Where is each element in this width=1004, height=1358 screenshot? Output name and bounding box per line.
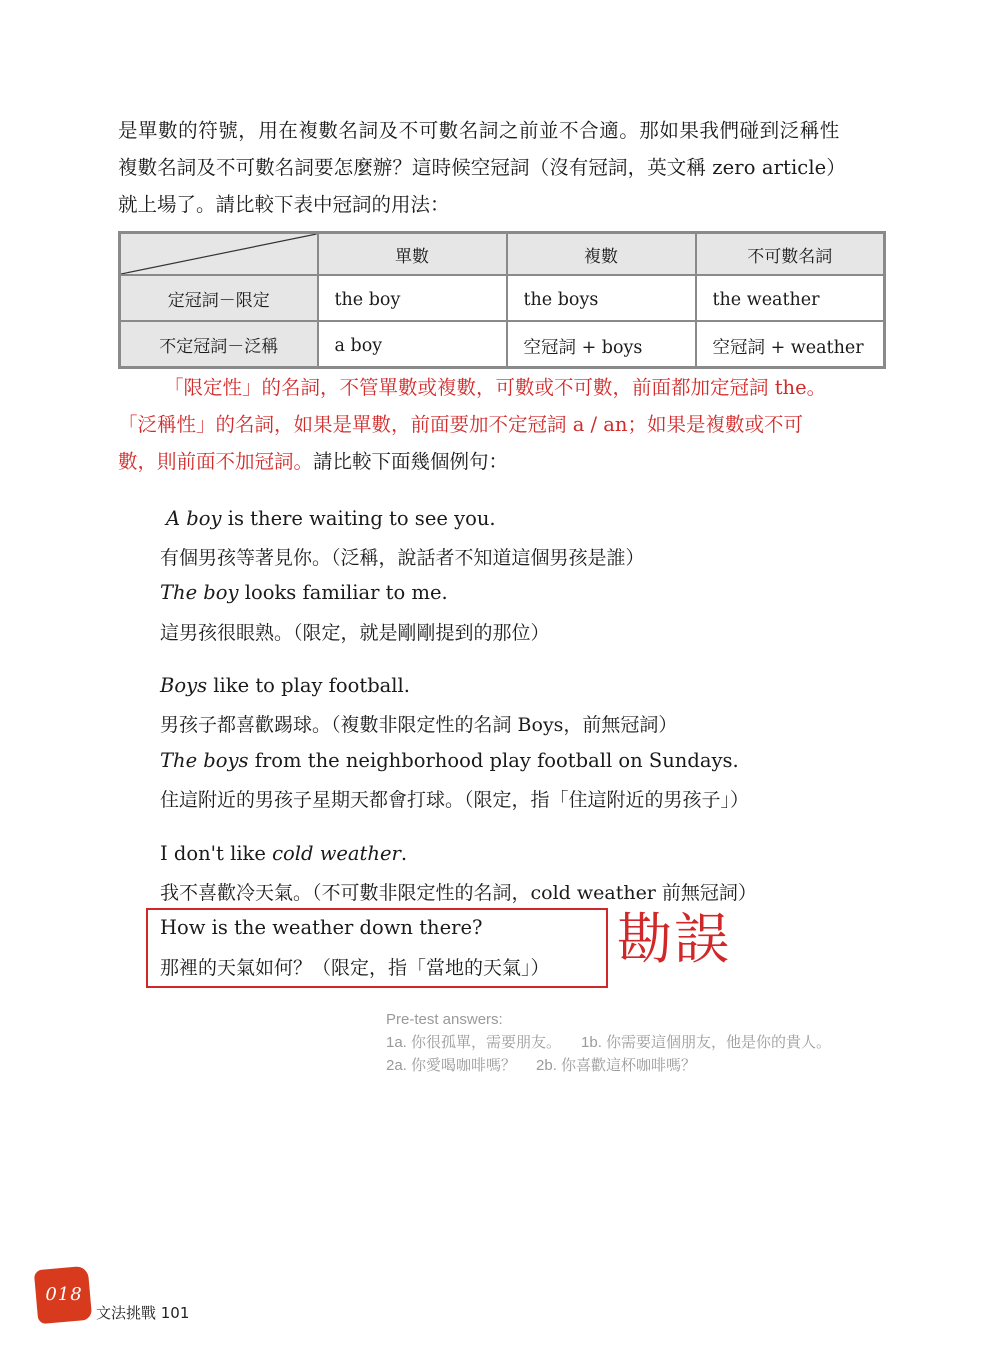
example-translation: 住這附近的男孩子星期天都會打球。（限定，指「住這附近的男孩子」） bbox=[160, 789, 750, 811]
intro-line: 複數名詞及不可數名詞要怎麼辦？這時候空冠詞（沒有冠詞，英文稱 zero article） bbox=[118, 156, 846, 179]
column-header: 單數 bbox=[318, 233, 507, 276]
rule-line: 「泛稱性」的名詞，如果是單數，前面要加不定冠詞 a / an；如果是複數或不可 bbox=[118, 413, 803, 436]
table-cell: the boys bbox=[507, 275, 696, 321]
example-sentence bbox=[160, 842, 407, 865]
rule-line-black: 請比較下面幾個例句： bbox=[313, 450, 509, 473]
example-translation: 我不喜歡冷天氣。（不可數非限定性的名詞，cold weather 前無冠詞） bbox=[160, 882, 757, 904]
table-cell: the boy bbox=[318, 275, 507, 321]
table-cell: a boy bbox=[318, 321, 507, 368]
pretest-row bbox=[386, 1031, 831, 1054]
example-rest: from the neighborhood play football on Sundays. bbox=[248, 749, 739, 772]
intro-line: 是單數的符號，用在複數名詞及不可數名詞之前並不合適。那如果我們碰到泛稱性 bbox=[118, 119, 840, 142]
example-translation: 那裡的天氣如何？（限定，指「當地的天氣」） bbox=[160, 957, 550, 979]
rule-line: 「限定性」的名詞，不管單數或複數，可數或不可數，前面都加定冠詞 the。 bbox=[164, 376, 827, 399]
column-header: 複數 bbox=[507, 233, 696, 276]
example-rest: is there waiting to see you. bbox=[221, 507, 496, 530]
table-cell: 空冠詞 + weather bbox=[696, 321, 885, 368]
example-italic: The boys bbox=[160, 749, 249, 772]
example-rest: looks familiar to me. bbox=[238, 581, 448, 604]
example-translation: 有個男孩等著見你。（泛稱，說話者不知道這個男孩是誰） bbox=[160, 547, 645, 569]
example-translation: 男孩子都喜歡踢球。（複數非限定性的名詞 Boys，前無冠詞） bbox=[160, 714, 678, 736]
pretest-answer: 1b. 你需要這個朋友，他是你的貴人。 bbox=[581, 1034, 832, 1051]
article-rule-paragraph bbox=[118, 369, 888, 480]
pretest-answers bbox=[386, 1008, 831, 1077]
pretest-row bbox=[386, 1054, 831, 1077]
errata-label: 勘誤 bbox=[617, 907, 732, 971]
diagonal-line bbox=[121, 234, 317, 274]
article-comparison-table bbox=[118, 231, 886, 369]
example-italic: cold weather bbox=[272, 842, 401, 865]
rule-line bbox=[118, 443, 888, 480]
pretest-title: Pre-test answers: bbox=[386, 1011, 503, 1028]
table-row bbox=[120, 321, 885, 368]
example-sentence: How is the weather down there? bbox=[160, 916, 483, 939]
example-italic: Boys bbox=[160, 674, 208, 697]
column-header: 不可數名詞 bbox=[696, 233, 885, 276]
example-sentence bbox=[166, 507, 496, 530]
pretest-answer: 1a. 你很孤單，需要朋友。 bbox=[386, 1034, 562, 1051]
pretest-answer: 2a. 你愛喝咖啡嗎？ bbox=[386, 1057, 517, 1074]
table-cell: the weather bbox=[696, 275, 885, 321]
book-title: 文法挑戰 101 bbox=[96, 1304, 190, 1322]
table-row bbox=[120, 275, 885, 321]
example-sentence bbox=[160, 674, 410, 697]
example-rest: like to play football. bbox=[207, 674, 410, 697]
example-rest: . bbox=[400, 842, 408, 865]
intro-paragraph bbox=[118, 112, 888, 223]
example-sentence bbox=[160, 581, 448, 604]
example-italic: A boy bbox=[166, 507, 222, 530]
rule-line-red: 數，則前面不加冠詞。 bbox=[118, 450, 314, 473]
example-italic: The boy bbox=[160, 581, 239, 604]
intro-line: 就上場了。請比較下表中冠詞的用法： bbox=[118, 193, 450, 216]
example-pre: I don't like bbox=[160, 842, 273, 865]
page-number: 018 bbox=[45, 1284, 83, 1305]
table-corner-cell bbox=[120, 233, 318, 276]
row-header: 定冠詞－限定 bbox=[120, 275, 318, 321]
table-cell: 空冠詞 + boys bbox=[507, 321, 696, 368]
example-sentence bbox=[160, 749, 739, 772]
pretest-answer: 2b. 你喜歡這杯咖啡嗎？ bbox=[536, 1057, 697, 1074]
example-translation: 這男孩很眼熟。（限定，就是剛剛提到的那位） bbox=[160, 622, 550, 644]
row-header: 不定冠詞－泛稱 bbox=[120, 321, 318, 368]
